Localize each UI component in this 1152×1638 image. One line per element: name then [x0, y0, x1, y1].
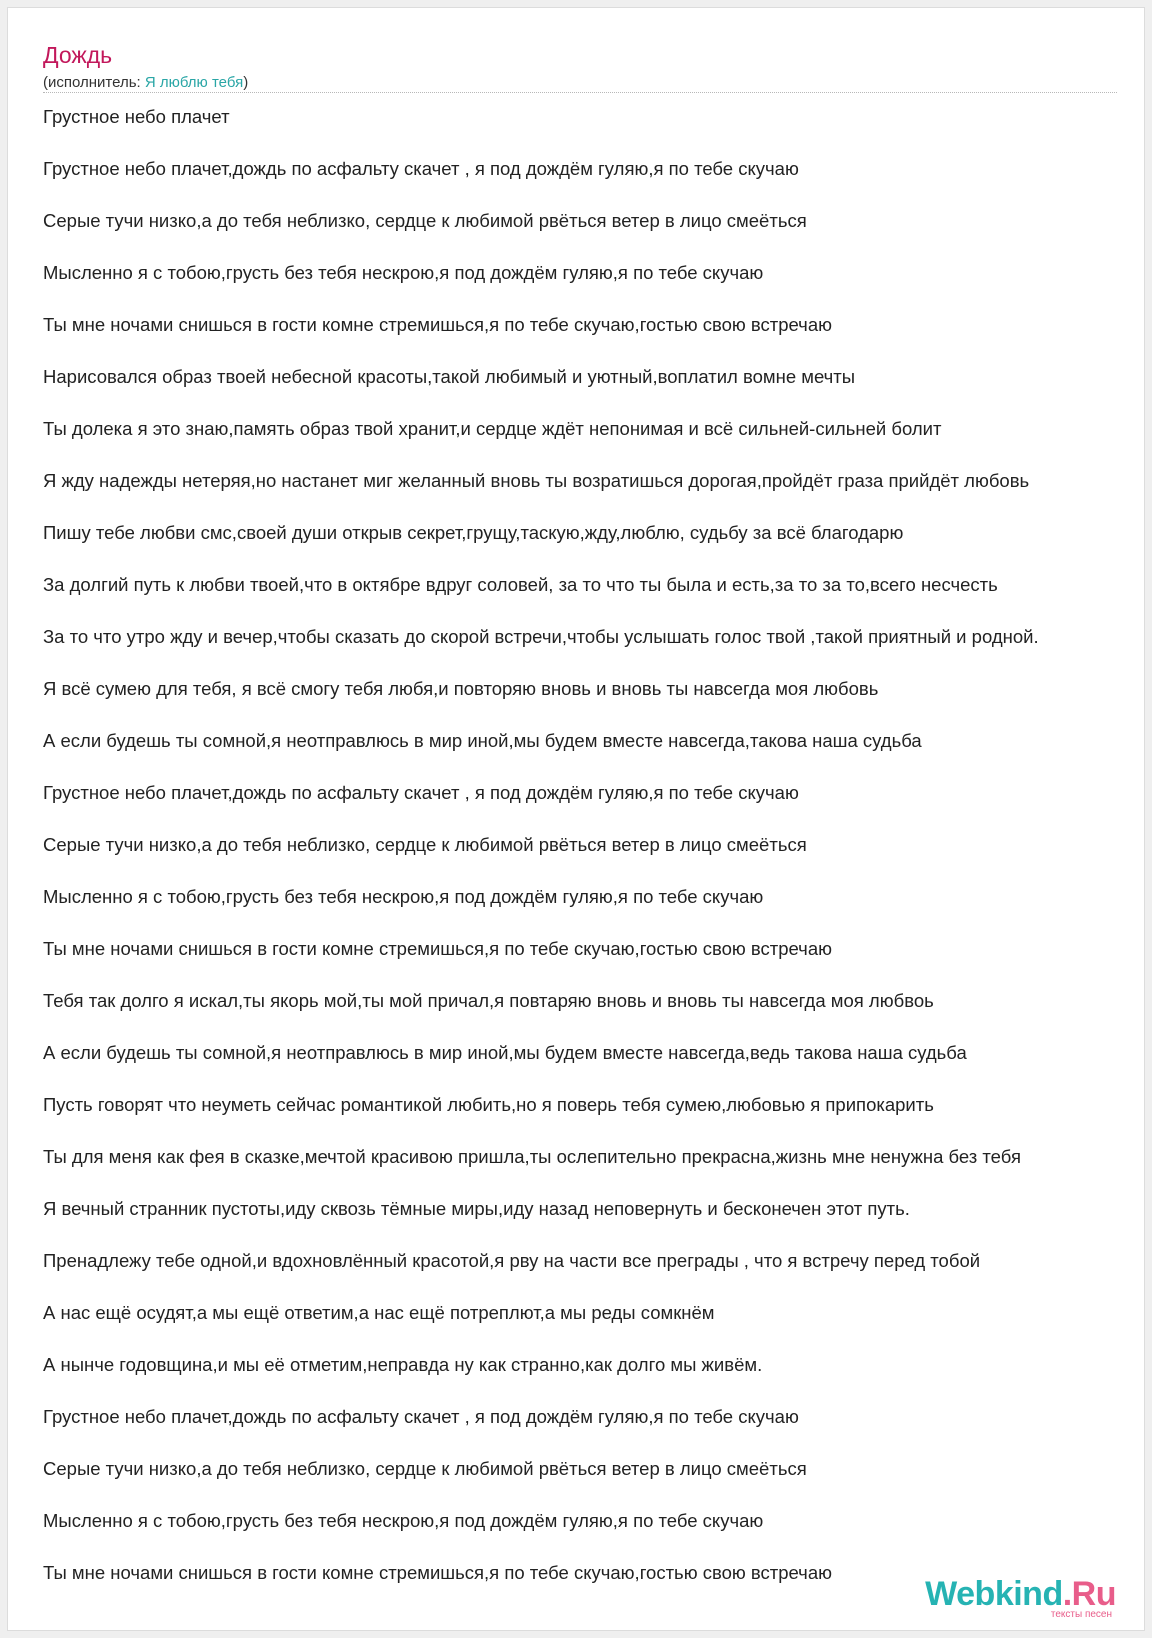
performer-link[interactable]: Я люблю тебя	[144, 74, 244, 91]
header-divider	[43, 92, 1117, 93]
lyric-line: Мысленно я с тобою,грусть без тебя нескрою,я под дождём гуляю,я по тебе скучаю	[43, 886, 764, 907]
lyric-line: За долгий путь к любви твоей,что в октябре вдруг соловей, за то что ты была и есть,за то за то,всего несчесть	[43, 574, 998, 595]
lyric-line: Грустное небо плачет,дождь по асфальту скачет , я под дождём гуляю,я по тебе скучаю	[43, 1406, 799, 1427]
lyric-line: Ты мне ночами снишься в гости комне стремишься,я по тебе скучаю,гостью свою встречаю	[43, 938, 832, 959]
lyric-line: Я жду надежды нетеряя,но настанет миг желанный вновь ты возратишься дорогая,пройдёт граза прийдёт любовь	[43, 470, 1030, 491]
lyric-line: Я всё сумею для тебя, я всё смогу тебя любя,и повторяю вновь и вновь ты навсегда моя любовь	[43, 678, 879, 699]
lyric-line: А если будешь ты сомной,я неотправлюсь в мир иной,мы будем вместе навсегда,ведь такова наша судьба	[43, 1042, 967, 1063]
logo-brand-suffix: .Ru	[1062, 1575, 1116, 1613]
lyric-line: Серые тучи низко,а до тебя неблизко, сердце к любимой рвёться ветер в лицо смеёться	[43, 210, 807, 231]
lyric-line: А нас ещё осудят,а мы ещё ответим,а нас ещё потреплют,а мы реды сомкнём	[43, 1302, 715, 1323]
lyric-line: Ты долека я это знаю,память образ твой хранит,и сердце ждёт непонимая и всё сильней-сильней болит	[43, 418, 942, 439]
site-logo[interactable]	[925, 1576, 1116, 1620]
logo-brand-main: Webkind	[925, 1575, 1063, 1613]
lyric-line: Ты мне ночами снишься в гости комне стремишься,я по тебе скучаю,гостью свою встречаю	[43, 1562, 832, 1583]
song-title: Дождь	[43, 42, 113, 68]
lyric-line: Мысленно я с тобою,грусть без тебя нескрою,я под дождём гуляю,я по тебе скучаю	[43, 1510, 764, 1531]
logo-tagline: тексты песен	[1050, 1609, 1112, 1620]
lyric-line: Серые тучи низко,а до тебя неблизко, сердце к любимой рвёться ветер в лицо смеёться	[43, 1458, 807, 1479]
lyric-line: За то что утро жду и вечер,чтобы сказать до скорой встречи,чтобы услышать голос твой ,такой приятный и родной.	[43, 626, 1039, 647]
lyric-line: Ты мне ночами снишься в гости комне стремишься,я по тебе скучаю,гостью свою встречаю	[43, 314, 832, 335]
lyric-line: Грустное небо плачет	[43, 106, 230, 127]
performer-suffix: )	[243, 74, 249, 91]
lyric-line: Грустное небо плачет,дождь по асфальту скачет , я под дождём гуляю,я по тебе скучаю	[43, 158, 799, 179]
lyric-line: А если будешь ты сомной,я неотправлюсь в мир иной,мы будем вместе навсегда,такова наша судьба	[43, 730, 922, 751]
lyric-line: Ты для меня как фея в сказке,мечтой красивою пришла,ты ослепительно прекрасна,жизнь мне ненужна без тебя	[43, 1146, 1021, 1167]
performer-prefix: (исполнитель:	[43, 74, 145, 91]
lyric-line: А нынче годовщина,и мы её отметим,неправда ну как странно,как долго мы живём.	[43, 1354, 763, 1375]
logo-wordmark	[925, 1576, 1116, 1612]
lyric-line: Я вечный странник пустоты,иду сквозь тёмные миры,иду назад неповернуть и бесконечен этот путь.	[43, 1198, 910, 1219]
lyrics-list	[43, 106, 1143, 1614]
lyric-line: Пренадлежу тебе одной,и вдохновлённый красотой,я рву на части все преграды , что я встречу перед тобой	[43, 1250, 981, 1271]
lyric-line: Пусть говорят что неуметь сейчас романтикой любить,но я поверь тебя сумею,любовью я припокарить	[43, 1094, 934, 1115]
lyric-line: Грустное небо плачет,дождь по асфальту скачет , я под дождём гуляю,я по тебе скучаю	[43, 782, 799, 803]
lyric-line: Тебя так долго я искал,ты якорь мой,ты мой причал,я повтаряю вновь и вновь ты навсегда моя любвоь	[43, 990, 934, 1011]
lyric-line: Серые тучи низко,а до тебя неблизко, сердце к любимой рвёться ветер в лицо смеёться	[43, 834, 807, 855]
performer-line	[43, 74, 248, 91]
lyric-line: Мысленно я с тобою,грусть без тебя нескрою,я под дождём гуляю,я по тебе скучаю	[43, 262, 764, 283]
document-page	[7, 7, 1145, 1631]
lyric-line: Пишу тебе любви смс,своей души открыв секрет,грущу,таскую,жду,люблю, судьбу за всё благодарю	[43, 522, 904, 543]
lyric-line: Нарисовался образ твоей небесной красоты,такой любимый и уютный,воплатил вомне мечты	[43, 366, 856, 387]
